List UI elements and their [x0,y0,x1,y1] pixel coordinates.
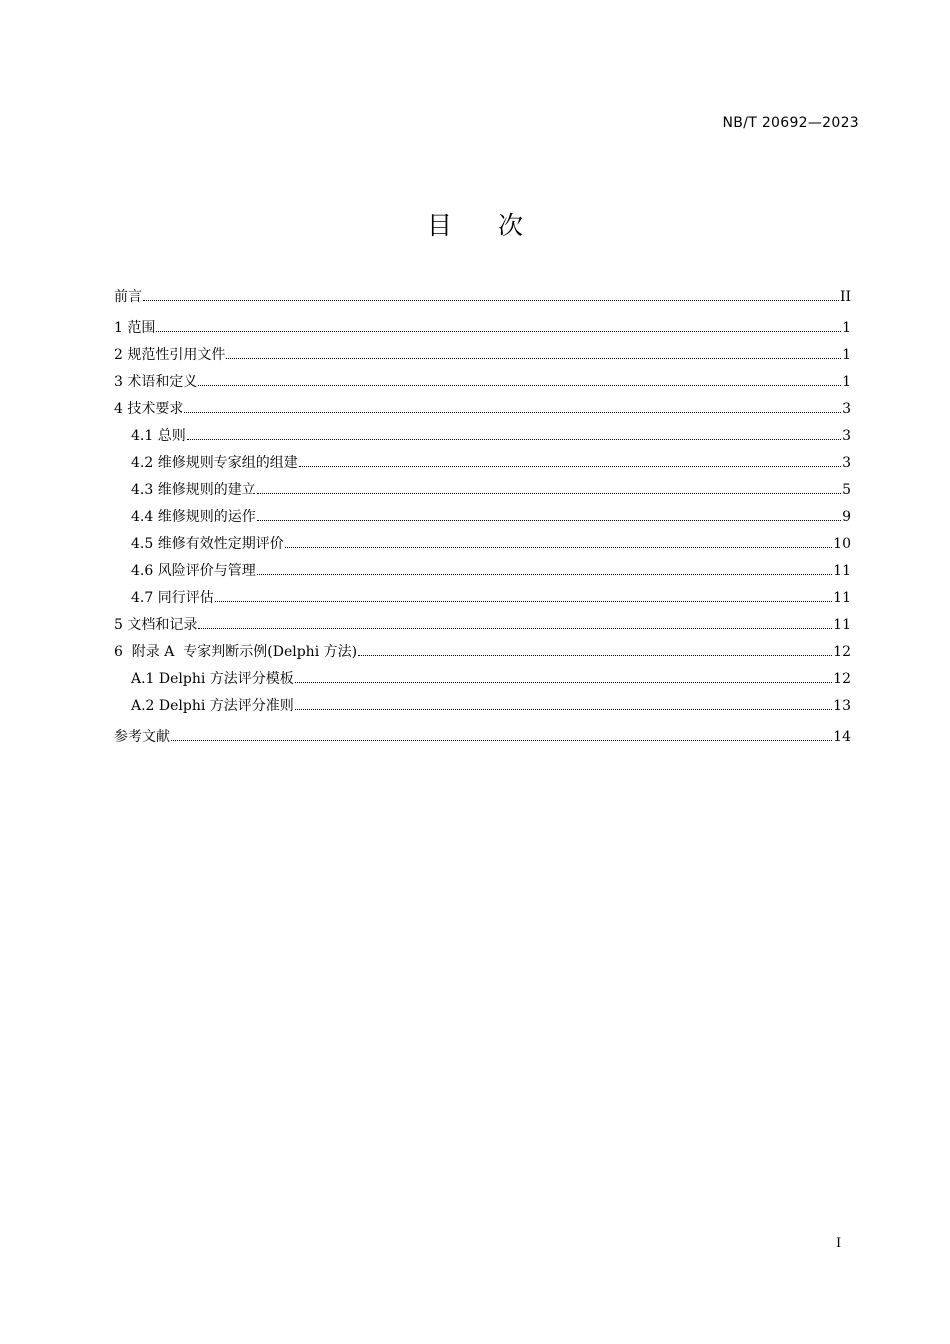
toc-entry[interactable] [114,612,851,639]
toc-entry[interactable] [114,558,851,585]
toc-entry[interactable] [114,585,851,612]
toc-entry-page: 12 [833,644,851,660]
toc-entry[interactable] [114,531,851,558]
toc-entry[interactable] [114,477,851,504]
toc-entry-page: 1 [842,374,851,390]
toc-entry-label: 6 附录 A 专家判断示例(Delphi 方法) [114,644,358,660]
page-title [0,206,950,242]
toc-entry[interactable] [114,693,851,720]
toc-leader-dots [184,411,841,413]
toc-entry-label: 参考文献 [114,729,170,745]
toc-entry-label: 4.5 维修有效性定期评价 [131,536,284,552]
toc-entry-label: 3 术语和定义 [114,374,198,390]
toc-leader-dots [285,546,832,548]
toc-entry-page: 11 [833,617,851,633]
toc-entry-label: 4.3 维修规则的建立 [131,482,256,498]
toc-entry-page: II [839,289,851,305]
toc-entry-label: 1 范围 [114,320,156,336]
toc-entry-label: 4.4 维修规则的运作 [131,509,256,525]
toc-entry[interactable] [114,396,851,423]
toc-entry-page: 12 [833,671,851,687]
toc-entry-page: 1 [842,320,851,336]
toc-leader-dots [257,492,841,494]
toc-entry-page: 3 [842,401,851,417]
toc-entry[interactable] [114,666,851,693]
standard-code: NB/T 20692—2023 [722,115,859,131]
toc-entry[interactable] [114,504,851,531]
toc-leader-dots [358,654,832,656]
toc-entry[interactable] [114,315,851,342]
toc-leader-dots [299,465,841,467]
toc-entry-label: 4.6 风险评价与管理 [131,563,256,579]
toc-entry-label: A.1 Delphi 方法评分模板 [131,671,294,687]
toc-entry-page: 1 [842,347,851,363]
toc-entry-page: 11 [833,590,851,606]
table-of-contents [114,284,851,751]
toc-entry[interactable] [114,450,851,477]
toc-entry-page: 3 [842,455,851,471]
toc-leader-dots [171,739,832,741]
toc-entry-label: 4.1 总则 [131,428,186,444]
toc-entry[interactable] [114,284,851,311]
toc-leader-dots [295,681,832,683]
toc-entry-label: 4.2 维修规则专家组的组建 [131,455,298,471]
toc-entry-page: 3 [842,428,851,444]
toc-leader-dots [156,330,841,332]
toc-leader-dots [226,357,841,359]
toc-entry-page: 5 [842,482,851,498]
toc-leader-dots [257,573,832,575]
toc-entry[interactable] [114,724,851,751]
toc-entry[interactable] [114,639,851,666]
toc-leader-dots [295,708,832,710]
page-title-part2: 次 [498,211,524,240]
toc-entry[interactable] [114,342,851,369]
page-number: I [836,1236,842,1251]
toc-leader-dots [257,519,841,521]
toc-entry-label: 4.7 同行评估 [131,590,214,606]
toc-entry-label: 4 技术要求 [114,401,184,417]
toc-entry[interactable] [114,369,851,396]
toc-entry-label: 前言 [114,289,142,305]
toc-leader-dots [198,627,832,629]
toc-leader-dots [187,438,841,440]
toc-leader-dots [215,600,832,602]
toc-entry-page: 10 [833,536,851,552]
toc-entry-label: 2 规范性引用文件 [114,347,226,363]
toc-entry-page: 9 [842,509,851,525]
toc-entry-page: 13 [833,698,851,714]
toc-entry-page: 11 [833,563,851,579]
toc-entry-page: 14 [833,729,851,745]
toc-entry-label: 5 文档和记录 [114,617,198,633]
toc-entry-label: A.2 Delphi 方法评分准则 [131,698,294,714]
toc-leader-dots [198,384,841,386]
page-title-part1: 目 [426,211,452,240]
toc-entry[interactable] [114,423,851,450]
toc-leader-dots [143,299,839,301]
